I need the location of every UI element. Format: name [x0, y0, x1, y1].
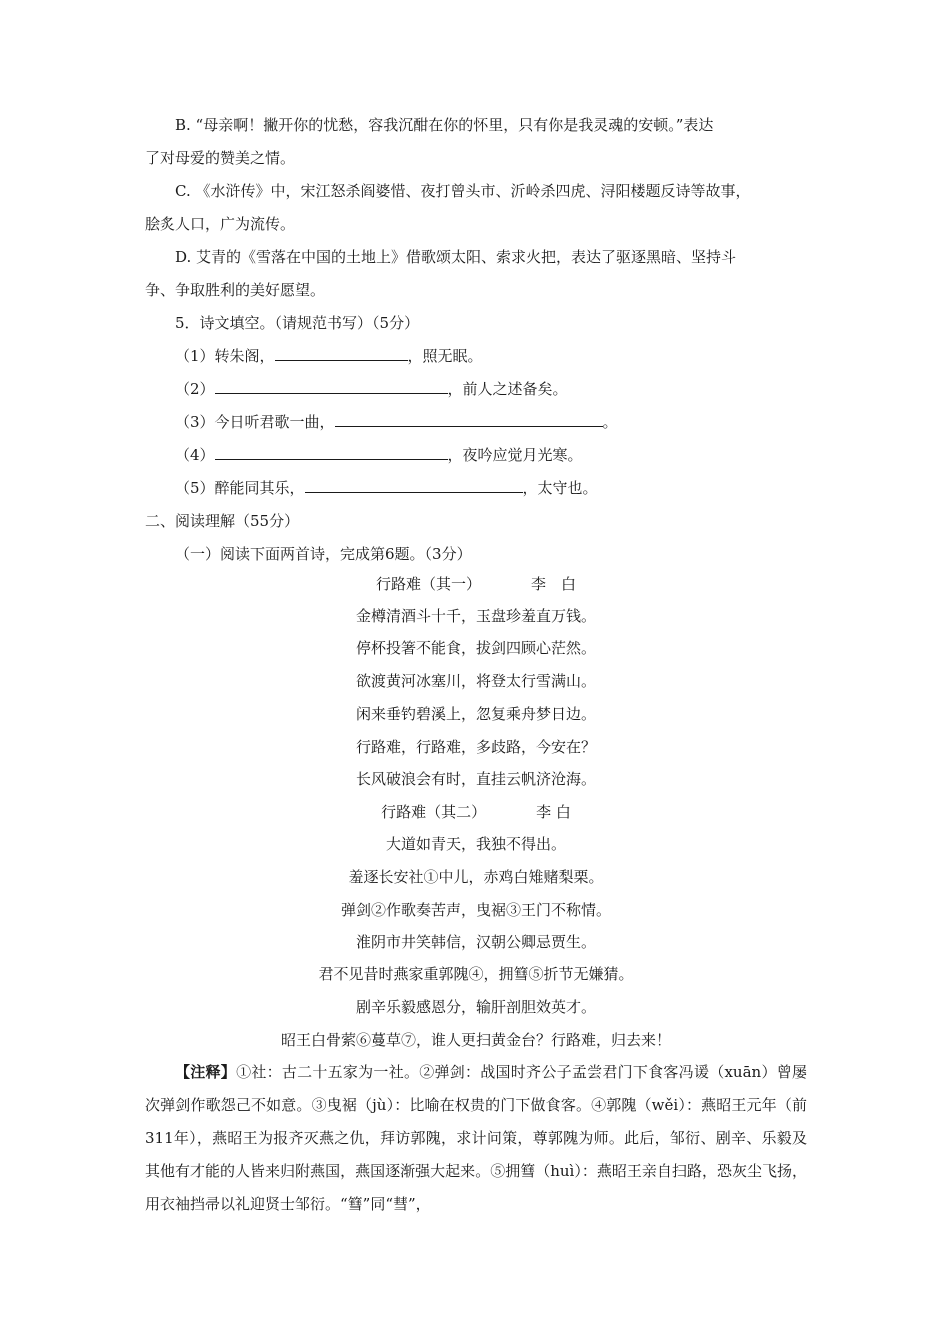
- poem2-line: 昭王白骨萦⑥蔓草⑦，谁人更扫黄金台？行路难，归去来！: [280, 1031, 671, 1049]
- annotation-label: 【注释】: [175, 1063, 237, 1081]
- poem1-line: 欲渡黄河冰塞川，将登太行雪满山。: [355, 672, 596, 690]
- q5-item-3: （3）今日听君歌一曲， 。: [175, 413, 618, 431]
- q5-blank-5[interactable]: [305, 478, 523, 493]
- poem2-line: 弹剑②作歌奏苦声，曳裾③王门不称情。: [340, 901, 611, 919]
- option-c-line2: 脍炙人口，广为流传。: [145, 215, 296, 233]
- option-d-line2: 争、争取胜利的美好愿望。: [145, 281, 326, 299]
- poem2-line: 羞逐长安社①中儿，赤鸡白雉赌梨栗。: [348, 868, 604, 886]
- section-2-subheading: （一）阅读下面两首诗，完成第6题。（3分）: [175, 545, 472, 563]
- poem2-line: 剧辛乐毅感恩分，输肝剖胆效英才。: [355, 998, 596, 1016]
- q5-blank-1[interactable]: [275, 346, 408, 361]
- poem1-line: 闲来垂钓碧溪上，忽复乘舟梦日边。: [355, 705, 596, 723]
- poem2-line: 君不见昔时燕家重郭隗④，拥篲⑤折节无嫌猜。: [318, 965, 634, 983]
- q5-item-5: （5）醉能同其乐， ，太守也。: [175, 479, 598, 497]
- poem1-line: 行路难，行路难，多歧路，今安在？: [355, 738, 596, 756]
- annotation-paragraph: [145, 1056, 807, 1221]
- q5-item-1: （1）转朱阁， ，照无眠。: [175, 347, 483, 365]
- poem1-author: 李 白: [531, 575, 577, 593]
- annotation-text: ①社：古二十五家为一社。②弹剑：战国时齐公子孟尝君门下食客冯谖（xuān）曾屡次弹剑作歌怨己不如意。③曳裾（jù）：比喻在权贵的门下做食客。④郭隗（wěi）：燕昭王元年（前311年），燕昭王为报齐灭燕之仇，拜访郭隗，求计问策，尊郭隗为师。此后，邹衍、剧辛、乐毅及其他有才能的人皆来归附燕国，燕国逐渐强大起来。⑤拥篲（huì）：燕昭王亲自扫路，恐灰尘飞扬，用衣袖挡帚以礼迎贤士邹衍。“篲”同“彗”，: [145, 1063, 807, 1213]
- section-2-heading: 二、阅读理解（55分）: [145, 512, 300, 530]
- poem1-line: 停杯投箸不能食，拔剑四顾心茫然。: [355, 639, 596, 657]
- q5-blank-2[interactable]: [215, 379, 448, 394]
- poem1-line: 长风破浪会有时，直挂云帆济沧海。: [355, 770, 596, 788]
- q5-blank-3[interactable]: [335, 412, 603, 427]
- option-b-line1: B. “母亲啊！撇开你的忧愁，容我沉酣在你的怀里，只有你是我灵魂的安顿。”表达: [175, 116, 714, 134]
- q5-blank-4[interactable]: [215, 445, 448, 460]
- option-c-line1: C. 《水浒传》中，宋江怒杀阎婆惜、夜打曾头市、沂岭杀四虎、浔阳楼题反诗等故事，: [175, 182, 751, 200]
- poem1-title: 行路难（其一） 李 白: [375, 575, 577, 593]
- poem2-title: 行路难（其二） 李 白: [381, 803, 571, 821]
- q5-heading: 5．诗文填空。（请规范书写）（5分）: [175, 314, 420, 332]
- poem2-line: 大道如青天，我独不得出。: [385, 835, 566, 853]
- poem2-line: 淮阴市井笑韩信，汉朝公卿忌贾生。: [355, 933, 596, 951]
- option-b-line2: 了对母爱的赞美之情。: [145, 149, 296, 167]
- poem2-author: 李 白: [536, 803, 571, 821]
- poem1-line: 金樽清酒斗十千，玉盘珍羞直万钱。: [355, 607, 596, 625]
- option-d-line1: D. 艾青的《雪落在中国的土地上》借歌颂太阳、索求火把，表达了驱逐黑暗、坚持斗: [175, 248, 737, 266]
- q5-item-2: （2） ，前人之述备矣。: [175, 380, 568, 398]
- q5-item-4: （4） ，夜吟应觉月光寒。: [175, 446, 583, 464]
